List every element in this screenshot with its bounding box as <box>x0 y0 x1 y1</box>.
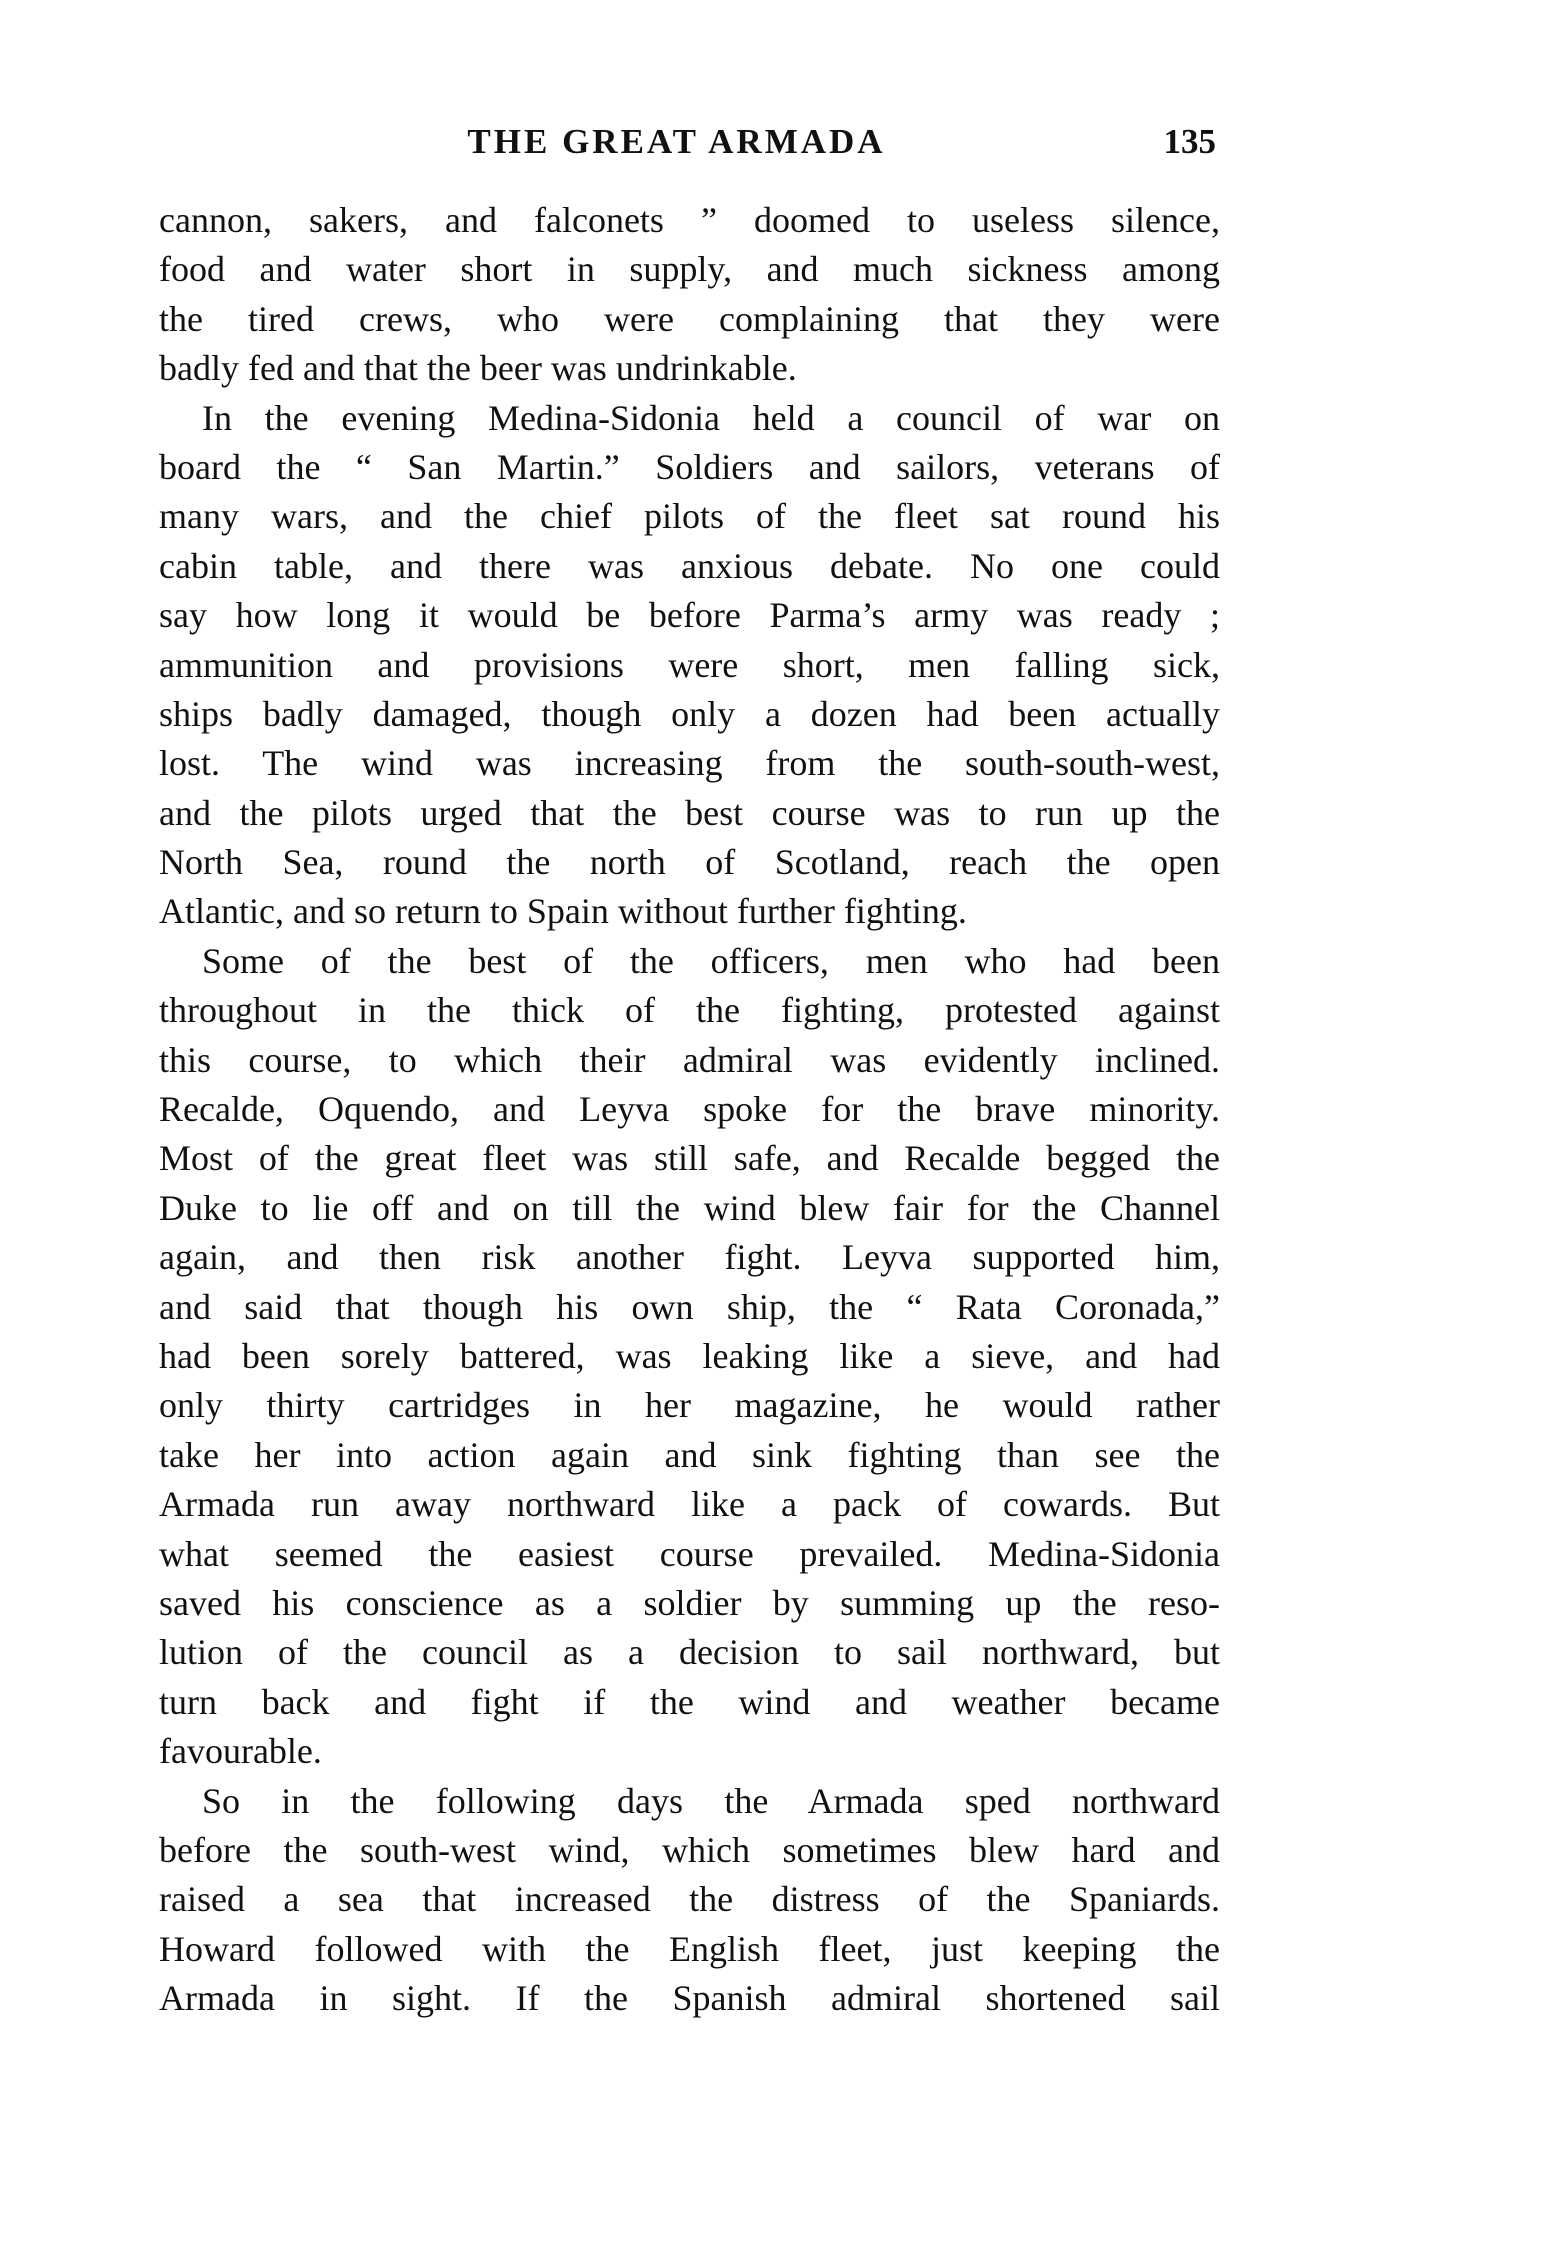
running-head-title-text: THE GREAT ARMADA <box>467 122 886 161</box>
text-line: take her into action again and sink fighting than see the <box>159 1434 1220 1475</box>
paragraph <box>159 394 1220 937</box>
text-line: and said that though his own ship, the “ Rata Coronada,” <box>159 1286 1220 1327</box>
text-line: this course, to which their admiral was evidently inclined. <box>159 1039 1220 1080</box>
paragraph <box>159 196 1220 394</box>
text-line: favourable. <box>159 1731 322 1772</box>
page-number: 135 <box>1163 122 1216 161</box>
paragraph <box>159 937 1220 1777</box>
text-line: the tired crews, who were complaining that they were <box>159 298 1220 339</box>
text-line: lution of the council as a decision to sail northward, but <box>159 1632 1220 1673</box>
text-line: again, and then risk another fight. Leyva supported him, <box>159 1237 1220 1278</box>
body-text <box>159 196 1220 2023</box>
text-line: Atlantic, and so return to Spain without further fighting. <box>159 891 967 932</box>
running-head <box>159 122 1220 168</box>
text-line: Duke to lie off and on till the wind blew fair for the Channel <box>159 1187 1220 1228</box>
text-line: cabin table, and there was anxious debate. No one could <box>159 545 1220 586</box>
text-line: Armada in sight. If the Spanish admiral shortened sail <box>159 1978 1220 2019</box>
text-line: had been sorely battered, was leaking like a sieve, and had <box>159 1335 1220 1376</box>
text-line: raised a sea that increased the distress of the Spaniards. <box>159 1879 1220 1920</box>
text-line: Armada run away northward like a pack of cowards. But <box>159 1484 1220 1525</box>
text-line: Recalde, Oquendo, and Leyva spoke for the brave minority. <box>159 1089 1220 1130</box>
text-line: only thirty cartridges in her magazine, he would rather <box>159 1385 1220 1426</box>
text-line: cannon, sakers, and falconets ” doomed to useless silence, <box>159 200 1220 240</box>
text-line: and the pilots urged that the best course was to run up the <box>159 792 1220 833</box>
text-line: ships badly damaged, though only a dozen had been actually <box>159 693 1220 734</box>
text-line: before the south-west wind, which sometimes blew hard and <box>159 1829 1220 1870</box>
text-line: what seemed the easiest course prevailed. Medina-Sidonia <box>159 1533 1220 1574</box>
text-line: badly fed and that the beer was undrinkable. <box>159 348 797 389</box>
text-line: lost. The wind was increasing from the south-south-west, <box>159 743 1220 784</box>
paragraph <box>159 1777 1220 2024</box>
text-line: Howard followed with the English fleet, just keeping the <box>159 1928 1220 1969</box>
running-head-title <box>159 122 1220 162</box>
text-line: Some of the best of the officers, men who had been <box>202 940 1220 981</box>
text-line: ammunition and provisions were short, men falling sick, <box>159 644 1220 685</box>
text-line: So in the following days the Armada sped northward <box>202 1780 1220 1821</box>
text-line: say how long it would be before Parma’s army was ready ; <box>159 595 1220 636</box>
text-line: North Sea, round the north of Scotland, reach the open <box>159 842 1220 883</box>
text-line: board the “ San Martin.” Soldiers and sailors, veterans of <box>159 446 1220 487</box>
text-line: In the evening Medina-Sidonia held a council of war on <box>202 397 1220 438</box>
text-line: turn back and fight if the wind and weather became <box>159 1681 1220 1722</box>
text-line: many wars, and the chief pilots of the fleet sat round his <box>159 496 1220 537</box>
text-line: saved his conscience as a soldier by summing up the reso- <box>159 1582 1220 1623</box>
text-line: food and water short in supply, and much sickness among <box>159 249 1220 290</box>
text-line: Most of the great fleet was still safe, and Recalde begged the <box>159 1138 1220 1179</box>
text-line: throughout in the thick of the fighting, protested against <box>159 990 1220 1031</box>
